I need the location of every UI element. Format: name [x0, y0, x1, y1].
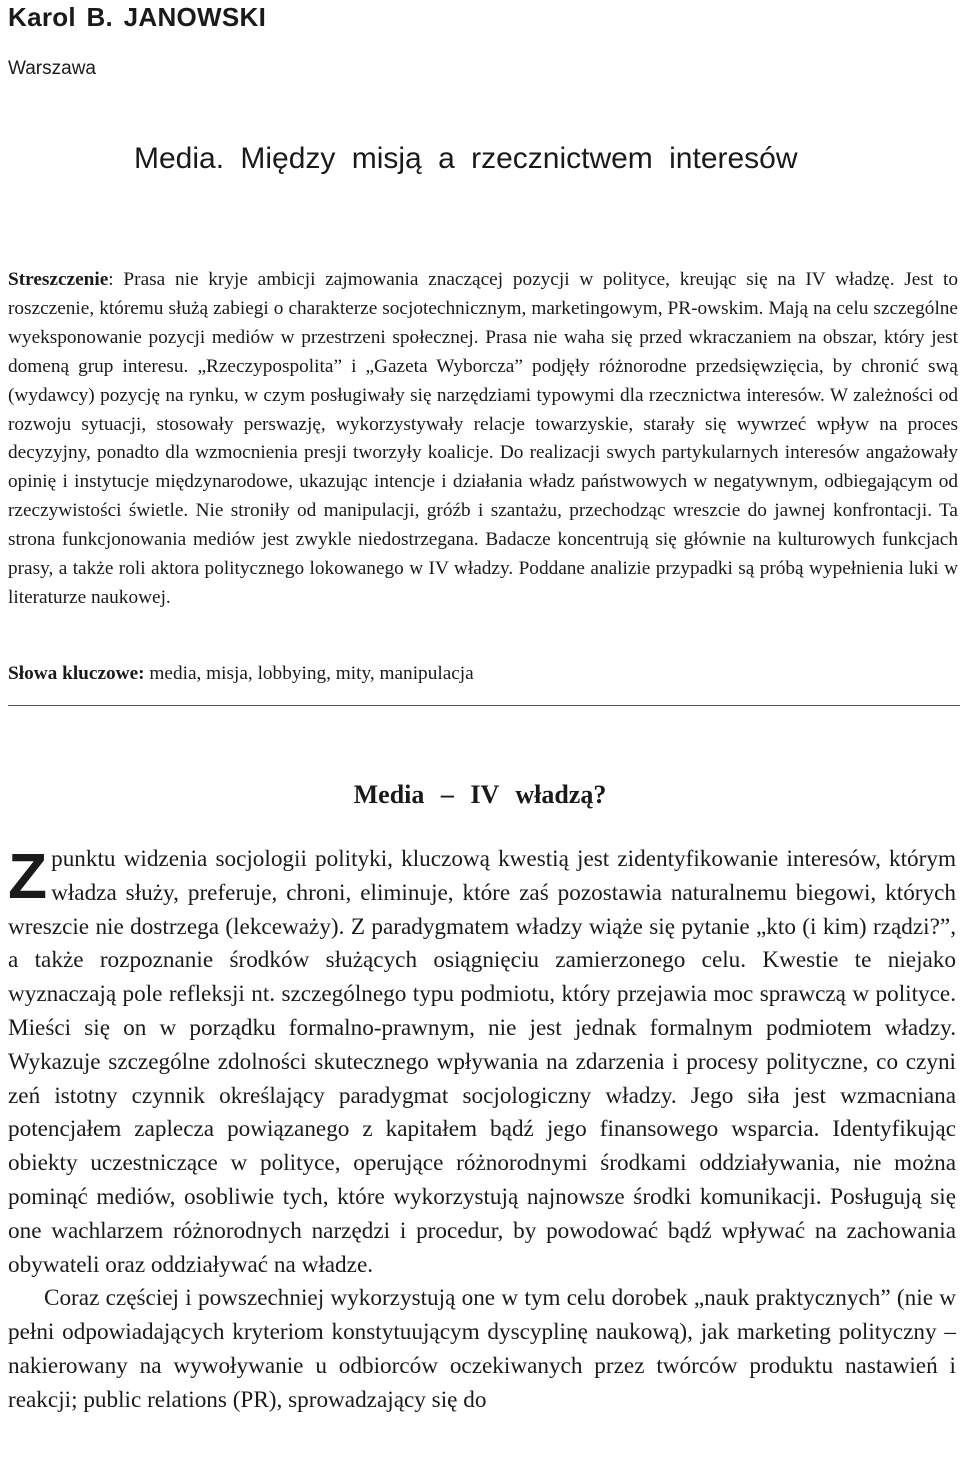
section-divider	[8, 705, 960, 706]
section-heading: Media – IV władzą?	[353, 780, 607, 809]
abstract-text: : Prasa nie kryje ambicji zajmowania znaczącej pozycji w polityce, kreując się na IV władzę. Jest to roszczenie, któremu służą zabiegi o charakterze socjotechnicznym, marketingowym, PR-owskim. Mają na celu szczególne wyeksponowanie pozycji mediów w przestrzeni społecznej. Prasa nie waha się przed wkraczaniem na obszar, który jest domeną grup interesu. „Rzeczypospolita” i „Gazeta Wyborcza” podjęły różnorodne przedsięwzięcia, by chronić swą (wydawcy) pozycję na rynku, w czym posługiwały się narzędziami typowymi dla rzecznictwa interesów. W zależności od rozwoju sytuacji, stosowały perswazję, wykorzystywały relacje towarzyskie, starały się wywrzeć wpływ na proces decyzyjny, ponadto dla wzmocnienia presji tworzyły koalicje. Do realizacji swych partykularnych interesów angażowały opinię i instytucje międzynarodowe, ukazując intencje i działania władz państwowych w negatywnym, odbiegającym od rzeczywistości świetle. Nie stroniły od manipulacji, gróźb i szantażu, przechodząc wreszcie do jawnej konfrontacji. Ta strona funkcjonowania mediów jest zwykle niedostrzegana. Badacze koncentrują się głównie na kulturowych funkcjach prasy, a także roli aktora politycznego lokowanego w IV władzy. Poddane analizie przypadki są próbą wypełnienia luki w literaturze naukowej.	[8, 269, 958, 608]
paragraph-text: punktu widzenia socjologii polityki, kluczową kwestią jest zidentyfikowanie interesów, którym władza służy, preferuje, chroni, eliminuje, które zaś pozostawia naturalnemu biegowi, których wreszcie nie dostrzega (lekceważy). Z paradygmatem władzy wiąże się pytanie „kto (i kim) rządzi?”, a także rozpoznanie środków służących osiągnięciu zamierzonego celu. Kwestie te niejako wyznaczają pole refleksji nt. szczególnego typu podmiotu, który przejawia moc sprawczą w polityce. Mieści się on w porządku formalno-prawnym, nie jest jednak formalnym podmiotem władzy. Wykazuje szczególne zdolności skutecznego wpływania na zdarzenia i procesy polityczne, co czyni zeń istotny czynnik określający paradygmat socjologiczny władzy. Jego siła jest wzmacniana potencjałem zaplecza powiązanego z kapitałem bądź jego finansowego wsparcia. Identyfikując obiekty uczestniczące w polityce, operujące różnorodnymi środkami oddziaływania, nie można pominąć mediów, osobliwie tych, które wykorzystują najnowsze środki komunikacji. Posługują się one wachlarzem różnorodnych narzędzi i procedur, by powodować bądź wpływać na zachowania obywateli oraz oddziaływać na władze.	[8, 846, 956, 1278]
keywords-label: Słowa kluczowe:	[8, 663, 145, 684]
body-paragraph	[8, 840, 956, 1282]
keywords-text: media, misja, lobbying, mity, manipulacja	[144, 663, 474, 684]
author-name: Karol B. JANOWSKI	[8, 2, 267, 32]
abstract-label: Streszczenie	[8, 269, 109, 290]
article-body	[8, 840, 956, 1418]
body-paragraph: Coraz częściej i powszechniej wykorzystują one w tym celu dorobek „nauk praktycznych” (nie w pełni odpowiadających kryteriom konstytuującym dyscyplinę naukową), jak marketing polityczny – nakierowany na wywoływanie u odbiorców oczekiwanych przez twórców produktu nastawień i reakcji; public relations (PR), sprowadzający się do	[8, 1285, 956, 1413]
abstract	[8, 266, 958, 613]
article-title: Media. Między misją a rzecznictwem interesów	[134, 142, 798, 175]
drop-cap: Z	[8, 840, 48, 912]
keywords	[8, 663, 474, 685]
author-affiliation: Warszawa	[8, 58, 96, 79]
